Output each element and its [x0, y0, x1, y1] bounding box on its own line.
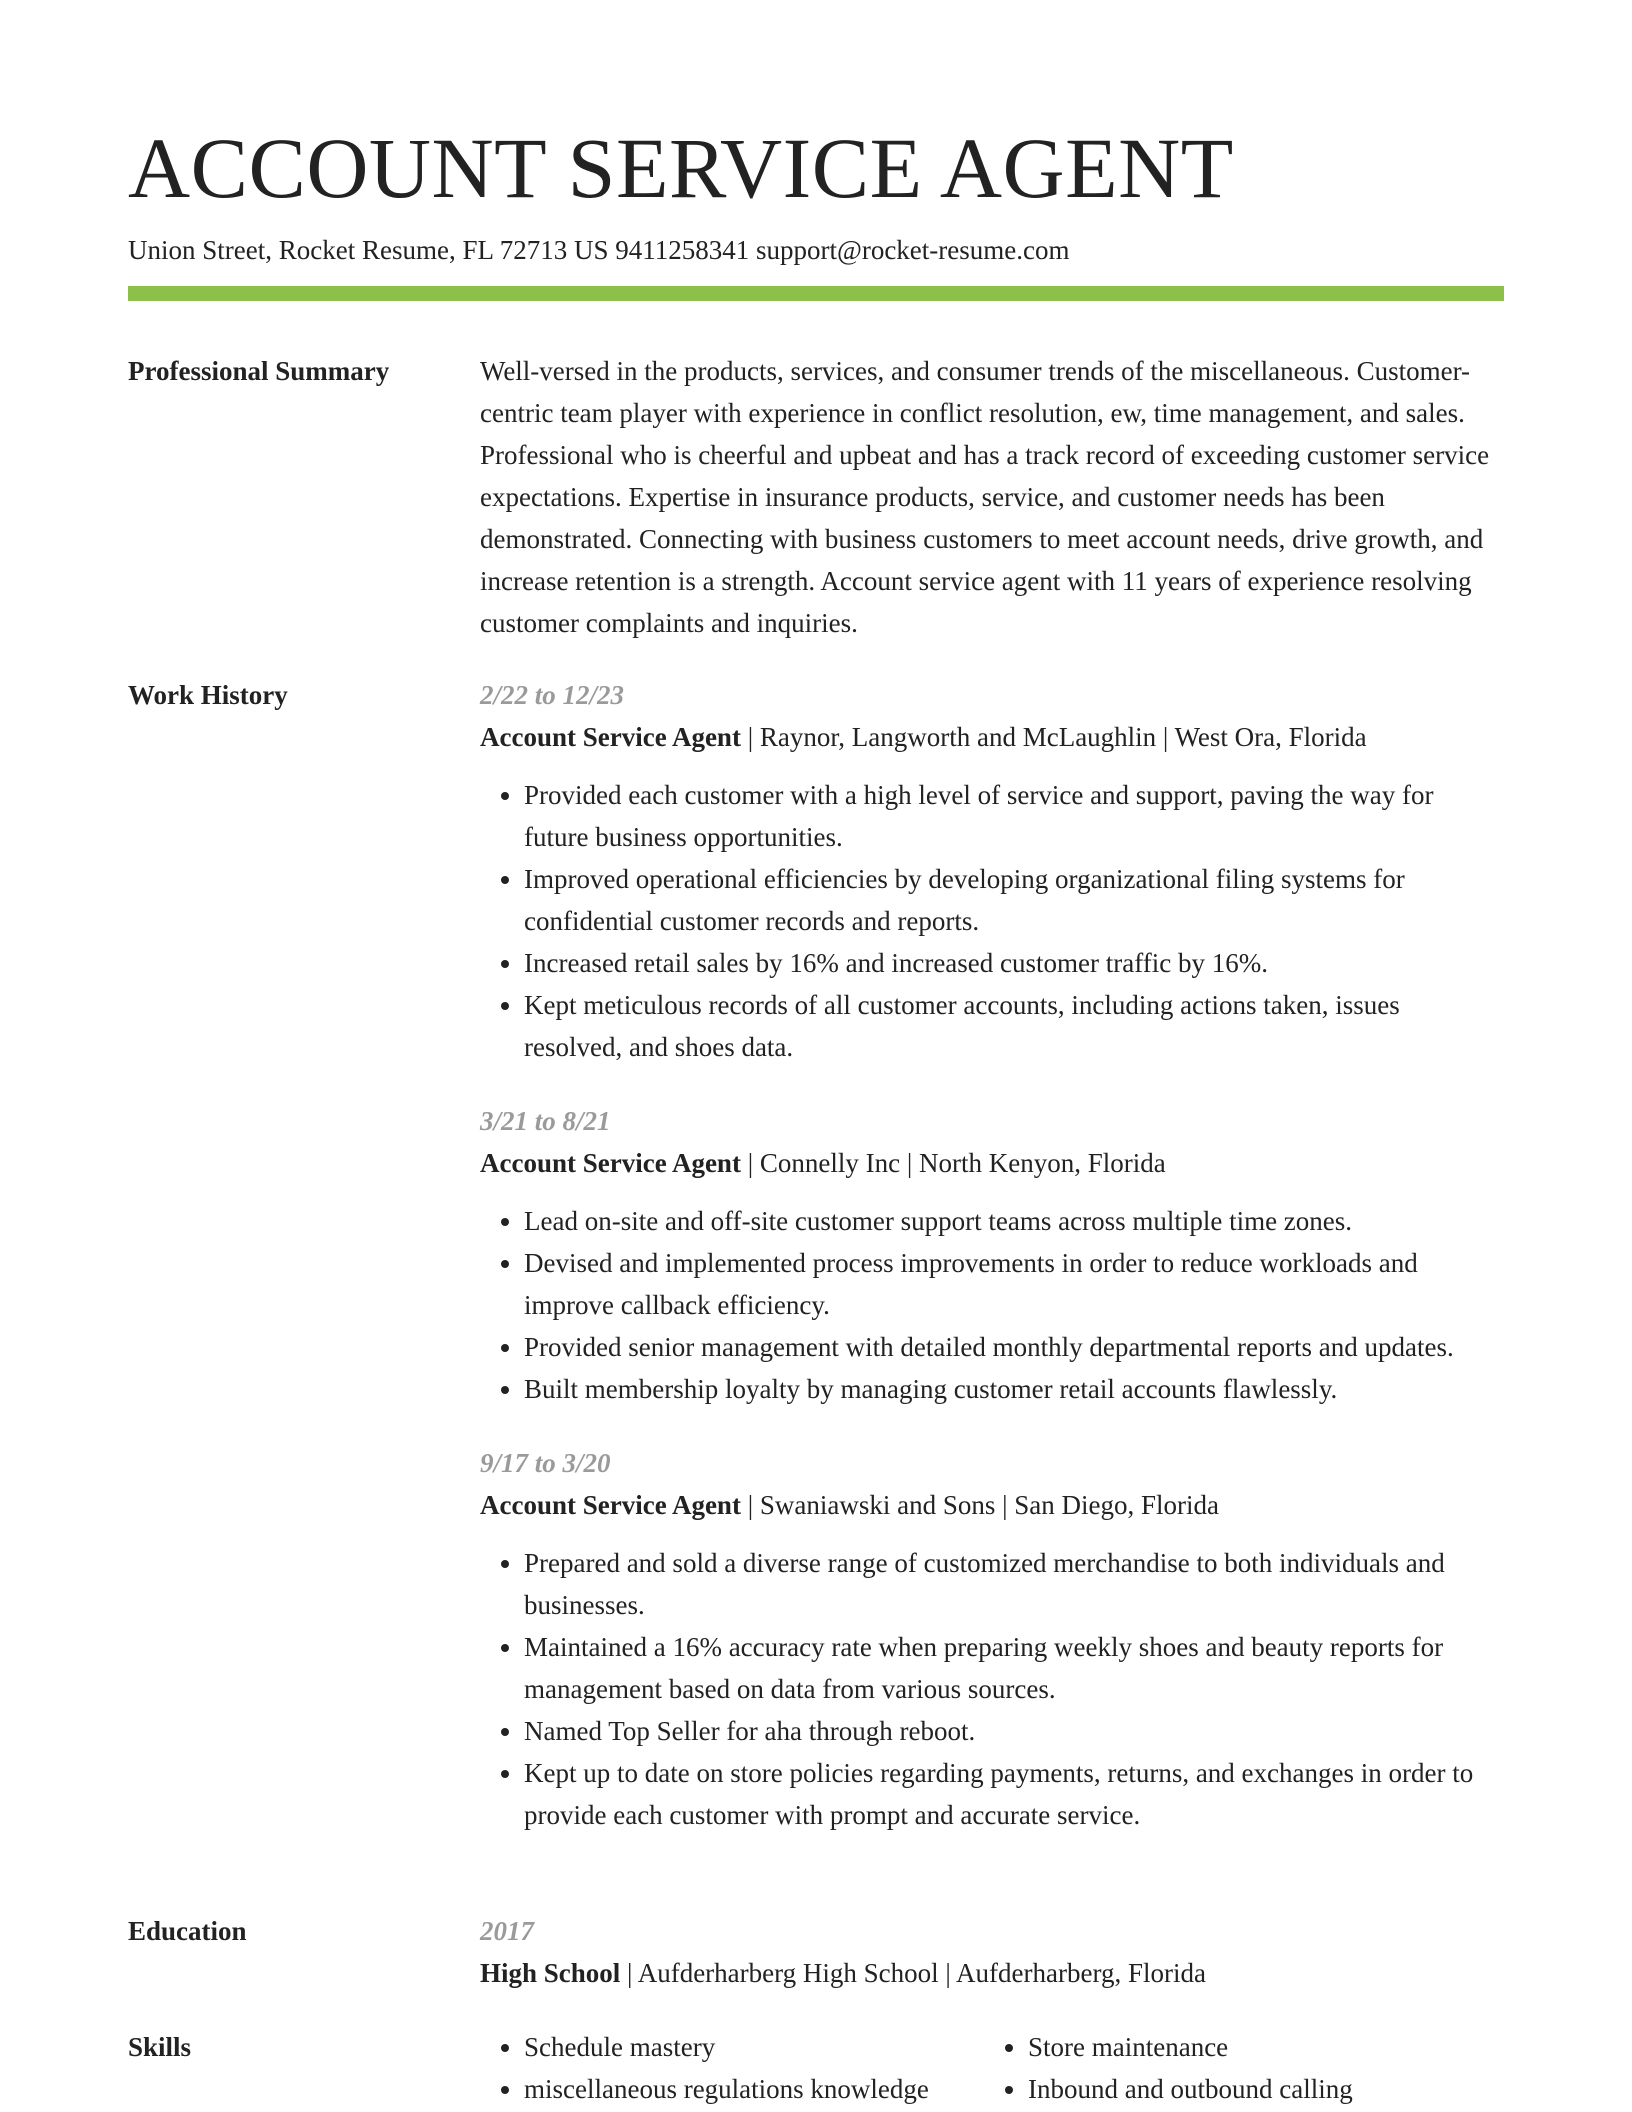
job-dates: 3/21 to 8/21	[480, 1106, 611, 1136]
skill-item: • miscellaneous regulations knowledge	[524, 2068, 984, 2110]
job-details: | Connelly Inc | North Kenyon, Florida	[740, 1148, 1166, 1178]
skills-label: Skills	[128, 2032, 192, 2062]
education-date: 2017	[480, 1916, 534, 1946]
resume-name: ACCOUNT SERVICE AGENT	[128, 120, 1234, 216]
job-bullet: • Kept meticulous records of all customer accounts, including actions taken, issues resolved, and shoes data.	[524, 984, 1504, 1068]
education-details: | Aufderharberg High School | Aufderharberg, Florida	[620, 1958, 1206, 1988]
skills-column-right	[984, 2026, 1488, 2110]
job-dates: 9/17 to 3/20	[480, 1448, 611, 1478]
job-bullet: • Kept up to date on store policies regarding payments, returns, and exchanges in order to provide each customer with prompt and accurate service.	[524, 1752, 1504, 1836]
education-body	[480, 1910, 1504, 1994]
job-title: Account Service Agent	[480, 1490, 741, 1520]
education-label: Education	[128, 1916, 247, 1946]
job-details: | Swaniawski and Sons | San Diego, Florida	[740, 1490, 1219, 1520]
skill-item: • Inbound and outbound calling	[1028, 2068, 1488, 2110]
job-bullet: • Provided senior management with detailed monthly departmental reports and updates.	[524, 1326, 1504, 1368]
skill-item: • Store maintenance	[1028, 2026, 1488, 2068]
job-bullet: • Named Top Seller for aha through reboot.	[524, 1710, 1504, 1752]
job-details: | Raynor, Langworth and McLaughlin | West Ora, Florida	[740, 722, 1367, 752]
skills-column-left	[480, 2026, 984, 2110]
job-title: Account Service Agent	[480, 722, 741, 752]
job-bullet: • Improved operational efficiencies by developing organizational filing systems for confidential customer records and reports.	[524, 858, 1504, 942]
accent-divider	[128, 286, 1504, 301]
education-line	[480, 1952, 1504, 1994]
job-bullet: • Increased retail sales by 16% and increased customer traffic by 16%.	[524, 942, 1504, 984]
work-label: Work History	[128, 680, 288, 710]
summary-body	[480, 350, 1504, 644]
job-bullet: • Maintained a 16% accuracy rate when preparing weekly shoes and beauty reports for management based on data from various sources.	[524, 1626, 1504, 1710]
job-line	[480, 1484, 1504, 1526]
skill-item: • Schedule mastery	[524, 2026, 984, 2068]
job-entry	[480, 674, 1504, 1068]
job-entry	[480, 1442, 1504, 1836]
skills-body	[480, 2026, 1504, 2110]
job-bullets	[480, 1542, 1504, 1836]
job-title: Account Service Agent	[480, 1148, 741, 1178]
job-line	[480, 1142, 1504, 1184]
job-bullet: • Devised and implemented process improvements in order to reduce workloads and improve callback efficiency.	[524, 1242, 1504, 1326]
job-line	[480, 716, 1504, 758]
job-bullet: • Provided each customer with a high level of service and support, paving the way for future business opportunities.	[524, 774, 1504, 858]
job-dates: 2/22 to 12/23	[480, 680, 625, 710]
job-entry	[480, 1100, 1504, 1410]
summary-text: Well-versed in the products, services, and consumer trends of the miscellaneous. Customer-centric team player with experience in conflict resolution, ew, time management, and sales. Professional who is cheerful and upbeat and has a track record of exceeding customer service expectations. Expertise in insurance products, service, and customer needs has been demonstrated. Connecting with business customers to meet account needs, drive growth, and increase retention is a strength. Account service agent with 11 years of experience resolving customer complaints and inquiries.	[480, 356, 1490, 638]
job-bullets	[480, 1200, 1504, 1410]
contact-line: Union Street, Rocket Resume, FL 72713 US 9411258341 support@rocket-resume.com	[128, 235, 1070, 265]
job-bullet: • Prepared and sold a diverse range of customized merchandise to both individuals and businesses.	[524, 1542, 1504, 1626]
skills-grid	[480, 2026, 1504, 2110]
job-bullets	[480, 774, 1504, 1068]
summary-label: Professional Summary	[128, 356, 390, 386]
job-bullet: • Built membership loyalty by managing customer retail accounts flawlessly.	[524, 1368, 1504, 1410]
education-degree: High School	[480, 1958, 621, 1988]
work-body	[480, 674, 1504, 1868]
job-bullet: • Lead on-site and off-site customer support teams across multiple time zones.	[524, 1200, 1504, 1242]
